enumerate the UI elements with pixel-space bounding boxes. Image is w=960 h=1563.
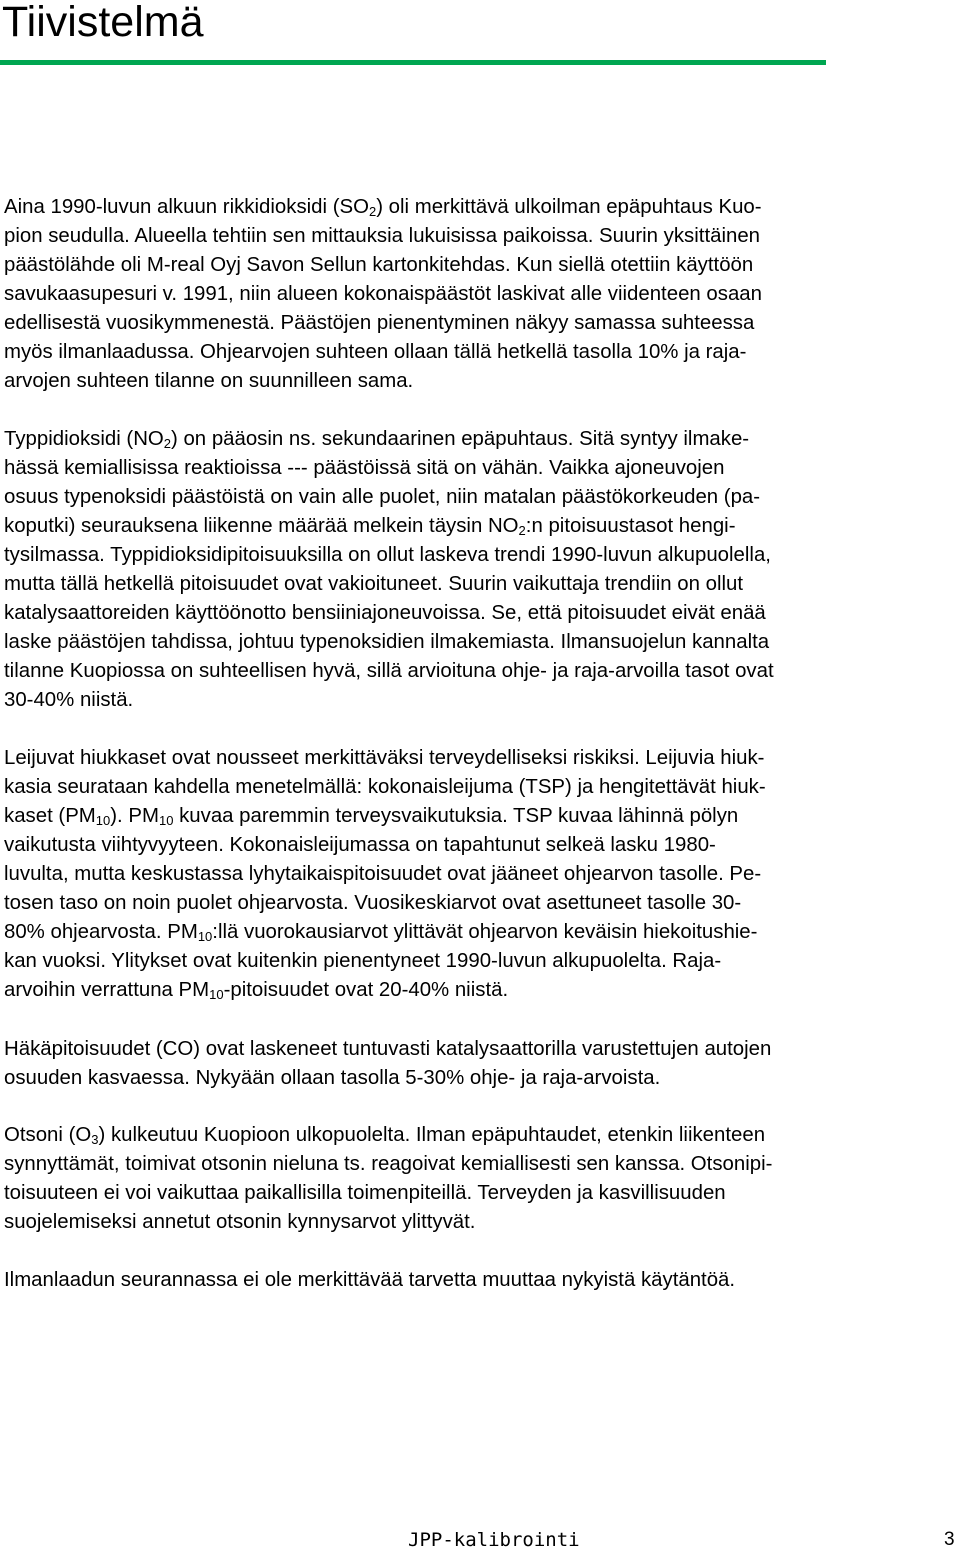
text-run: Ilmanlaadun seurannassa ei ole merkittävää tarvetta muuttaa nykyistä käytäntöä. (4, 1269, 736, 1291)
text-run: luvulta, mutta keskustassa lyhytaikaispitoisuudet ovat jääneet ohjearvon tasolle. Pe- (4, 863, 762, 885)
paragraph-pm (4, 744, 956, 1005)
subscript: 3 (91, 1132, 99, 1147)
text-line (4, 860, 956, 889)
text-run: koputki) seurauksena liikenne määrää melkein täysin NO (4, 515, 519, 537)
text-line (4, 1266, 956, 1295)
text-run: ) kulkeutuu Kuopioon ulkopuolelta. Ilman epäpuhtaudet, etenkin liikenteen (98, 1124, 766, 1146)
text-line (4, 918, 956, 947)
text-run: kuvaa paremmin terveysvaikutuksia. TSP kuvaa lähinnä pölyn (173, 805, 739, 827)
text-line (4, 570, 956, 599)
text-run: toisuuteen ei voi vaikuttaa paikallisilla toimenpiteillä. Terveyden ja kasvillisuuden (4, 1182, 726, 1204)
text-run: kaset (PM (4, 805, 96, 827)
text-line (4, 628, 956, 657)
text-run: katalysaattoreiden käyttöönotto bensiiniajoneuvoissa. Se, että pitoisuudet eivät enää (4, 602, 766, 624)
text-line (4, 831, 956, 860)
subscript: 2 (518, 523, 526, 538)
text-line (4, 976, 956, 1005)
text-run: tysilmassa. Typpidioksidipitoisuuksilla on ollut laskeva trendi 1990-luvun alkupuolella, (4, 544, 771, 566)
text-run: osuuden kasvaessa. Nykyään ollaan tasolla 5-30% ohje- ja raja-arvoista. (4, 1067, 661, 1089)
text-run: ) on pääosin ns. sekundaarinen epäpuhtaus. Sitä syntyy ilmake- (171, 428, 750, 450)
text-run: Typpidioksidi (NO (4, 428, 164, 450)
text-run: myös ilmanlaadussa. Ohjearvojen suhteen ollaan tällä hetkellä tasolla 10% ja raja- (4, 341, 747, 363)
text-line (4, 773, 956, 802)
subscript: 2 (163, 436, 172, 451)
page-title: Tiivistelmä (2, 0, 204, 46)
subscript: 10 (197, 929, 213, 944)
text-run: Leijuvat hiukkaset ovat nousseet merkittäväksi terveydelliseksi riskiksi. Leijuvia hiuk- (4, 747, 765, 769)
text-line (4, 1064, 956, 1093)
text-line (4, 1121, 956, 1150)
text-line (4, 599, 956, 628)
paragraph-no2 (4, 425, 956, 715)
text-run: päästölähde oli M-real Oyj Savon Sellun kartonkitehdas. Kun siellä otettiin käyttöön (4, 254, 754, 276)
text-line (4, 222, 956, 251)
text-run: 80% ohjearvosta. PM (4, 921, 198, 943)
text-line (4, 541, 956, 570)
paragraph-conclusion (4, 1266, 956, 1295)
subscript: 10 (158, 813, 174, 828)
text-line (4, 512, 956, 541)
text-line (4, 1179, 956, 1208)
text-run: mutta tällä hetkellä pitoisuudet ovat vakioituneet. Suurin vaikuttaja trendiin on ollut (4, 573, 744, 595)
text-line (4, 193, 956, 222)
text-run: :llä vuorokausiarvot ylittävät ohjearvon keväisin hiekoitushie- (212, 921, 758, 943)
text-run: tilanne Kuopiossa on suhteellisen hyvä, sillä arvioituna ohje- ja raja-arvoilla tasot ovat (4, 660, 774, 682)
subscript: 10 (95, 813, 111, 828)
text-line (4, 686, 956, 715)
text-run: ) oli merkittävä ulkoilman epäpuhtaus Kuo- (376, 196, 762, 218)
text-line (4, 338, 956, 367)
text-line (4, 947, 956, 976)
text-line (4, 1208, 956, 1237)
text-run: Häkäpitoisuudet (CO) ovat laskeneet tuntuvasti katalysaattorilla varustettujen autojen (4, 1038, 772, 1060)
text-run: tosen taso on noin puolet ohjearvosta. Vuosikeskiarvot ovat asettuneet tasolle 30- (4, 892, 742, 914)
text-run: synnyttämät, toimivat otsonin nieluna ts. reagoivat kemiallisesti sen kanssa. Otsonipi- (4, 1153, 773, 1175)
text-run: arvoihin verrattuna PM (4, 979, 210, 1001)
text-line (4, 280, 956, 309)
text-line (4, 744, 956, 773)
paragraph-so2 (4, 193, 956, 396)
text-run: savukaasupesuri v. 1991, niin alueen kokonaispäästöt laskivat alle viidenteen osaan (4, 283, 762, 305)
text-run: kasia seurataan kahdella menetelmällä: kokonaisleijuma (TSP) ja hengitettävät hiuk- (4, 776, 766, 798)
text-run: laske päästöjen tahdissa, johtuu typenoksidien ilmakemiasta. Ilmansuojelun kannalta (4, 631, 770, 653)
page-number: 3 (944, 1529, 955, 1550)
text-run: vaikutusta viihtyvyyteen. Kokonaisleijumassa on tapahtunut selkeä lasku 1980- (4, 834, 716, 856)
text-line (4, 889, 956, 918)
text-run: pion seudulla. Alueella tehtiin sen mittauksia lukuisissa paikoissa. Suurin yksittäinen (4, 225, 761, 247)
text-line (4, 309, 956, 338)
text-line (4, 251, 956, 280)
text-run: hässä kemiallisissa reaktioissa --- päästöissä sitä on vähän. Vaikka ajoneuvojen (4, 457, 725, 479)
title-underline (0, 60, 826, 65)
text-line (4, 1150, 956, 1179)
text-run: edellisestä vuosikymmenestä. Päästöjen pienentyminen näkyy samassa suhteessa (4, 312, 755, 334)
text-run: -pitoisuudet ovat 20-40% niistä. (223, 979, 509, 1001)
footer-title: JPP-kalibrointi (408, 1529, 580, 1551)
text-run: Otsoni (O (4, 1124, 92, 1146)
text-run: suojelemiseksi annetut otsonin kynnysarvot ylittyvät. (4, 1211, 476, 1233)
document-body (4, 193, 956, 1295)
text-run: kan vuoksi. Ylitykset ovat kuitenkin pienentyneet 1990-luvun alkupuolelta. Raja- (4, 950, 722, 972)
text-line (4, 1035, 956, 1064)
text-run: 30-40% niistä. (4, 689, 134, 711)
text-run: arvojen suhteen tilanne on suunnilleen sama. (4, 370, 414, 392)
text-line (4, 802, 956, 831)
text-run: Aina 1990-luvun alkuun rikkidioksidi (SO (4, 196, 369, 218)
subscript: 10 (209, 987, 224, 1002)
text-line (4, 425, 956, 454)
paragraph-co (4, 1035, 956, 1093)
text-run: :n pitoisuustasot hengi- (525, 515, 736, 537)
text-line (4, 483, 956, 512)
text-run: ). PM (110, 805, 159, 827)
paragraph-o3 (4, 1121, 956, 1237)
text-line (4, 454, 956, 483)
text-line (4, 657, 956, 686)
text-line (4, 367, 956, 396)
text-run: osuus typenoksidi päästöistä on vain alle puolet, niin matalan päästökorkeuden (pa- (4, 486, 761, 508)
subscript: 2 (368, 204, 377, 219)
